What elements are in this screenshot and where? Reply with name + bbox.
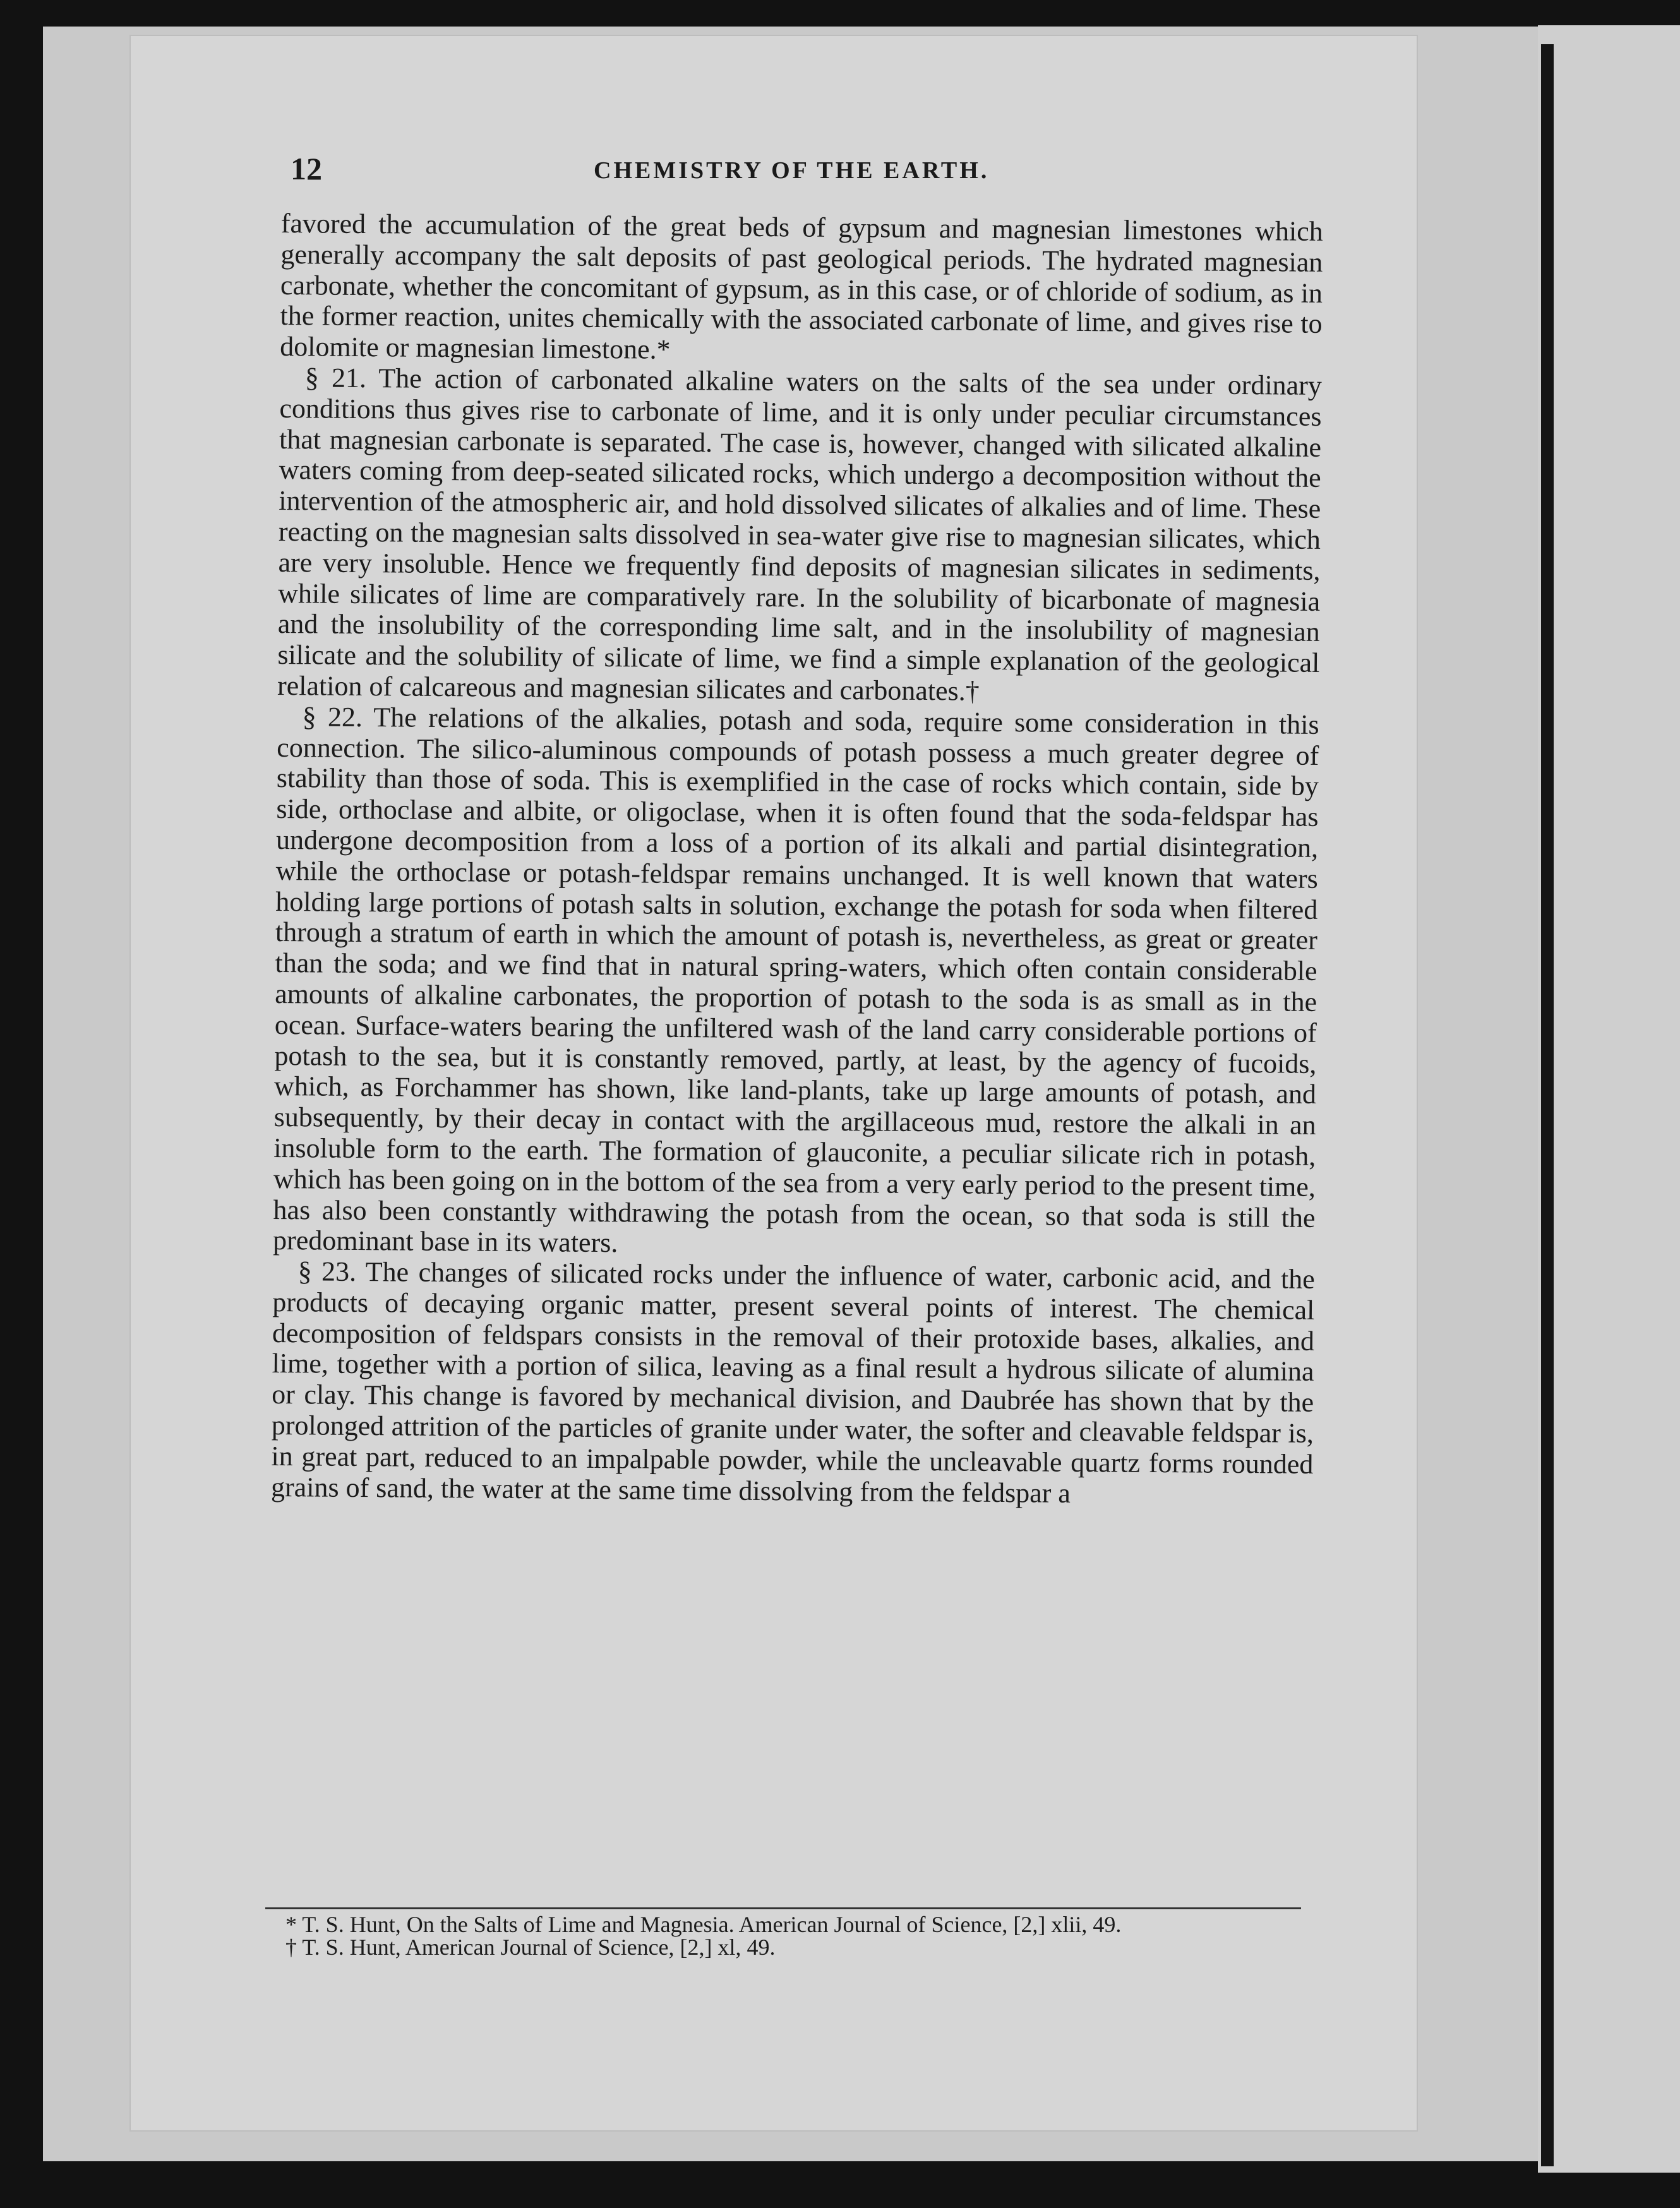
page-number: 12 [291,151,322,186]
footnote-2: † T. S. Hunt, American Journal of Science, [2,] xl, 49. [285,1935,776,1960]
footnote-rule [265,1907,1301,1909]
paragraph-continuation: favored the accumulation of the great beds of gypsum and magnesian limestones which generally accompany the salt deposits of past geological periods. The hydrated magnesian carbonate, whether the concomitant of gypsum, as in this case, or of chloride of sodium, as in the former reaction, unites chemically with the associated carbonate of lime, and gives rise to dolomite or magnesian limestone.* [280,208,1323,366]
paragraph-section-22: § 22. The relations of the alkalies, potash and soda, require some consideration in this connection. The silico-aluminous compounds of potash possess a much greater degree of stability than those of soda. This is exemplified in the case of rocks which contain, side by side, orthoclase and albite, or oligoclase, when it is often found that the soda-feldspar has undergone decomposition from a loss of a portion of its alkali and partial disintegration, while the orthoclase or potash-feldspar remains unchanged. It is well known that waters holding large portions of potash salts in solution, exchange the potash for soda when filtered through a stratum of earth in which the amount of potash is, nevertheless, as great or greater than the soda; and we find that in natural spring-waters, which often contain considerable amounts of alkaline carbonates, the proportion of potash to the soda is as small as in the ocean. Surface-waters bearing the unfiltered wash of the land carry considerable portions of potash to the sea, but it is constantly removed, partly, at least, by the agency of fucoids, which, as Forchammer has shown, like land-plants, take up large amounts of potash, and subsequently, by their decay in contact with the argillaceous mud, restore the alkali in an insoluble form to the earth. The formation of glauconite, a peculiar silicate rich in potash, which has been going on in the bottom of the sea from a very early period to the present time, has also been constantly withdrawing the potash from the ocean, so that soda is still the predominant base in its waters. [272,701,1319,1259]
body-text [268,208,1323,1909]
running-head: CHEMISTRY OF THE EARTH. [594,157,990,184]
page-header [291,150,1333,188]
facing-page-edge [1538,25,1680,2173]
footnotes [265,1907,1301,1959]
paragraph-section-21: § 21. The action of carbonated alkaline waters on the salts of the sea under ordinary conditions thus gives rise to carbonate of lime, and it is only under peculiar circumstances that magnesian carbonate is separated. The case is, however, changed with silicated alkaline waters coming from deep-seated silicated rocks, which undergo a decomposition without the intervention of the atmospheric air, and hold dissolved silicates of alkalies and of lime. These reacting on the magnesian salts dissolved in sea-water give rise to magnesian silicates, which are very insoluble. Hence we frequently find deposits of magnesian silicates in sediments, while silicates of lime are comparatively rare. In the solubility of bicarbonate of magnesia and the insolubility of the corresponding lime salt, and in the insolubility of magnesian silicate and the solubility of silicate of lime, we find a simple explanation of the geological relation of calcareous and magnesian silicates and carbonates.† [277,362,1323,707]
paragraph-section-23: § 23. The changes of silicated rocks under the influence of water, carbonic acid, and the products of decaying organic matter, present several points of interest. The chemical decomposition of feldspars consists in the removal of their protoxide bases, alkalies, and lime, together with a portion of silica, leaving as a final result a hydrous silicate of alumina or clay. This change is favored by mechanical division, and Daubrée has shown that by the prolonged attrition of the particles of granite under water, the softer and cleavable feldspar is, in great part, reduced to an impalpable powder, while the uncleavable quartz forms rounded grains of sand, the water at the same time dissolving from the feldspar a [270,1256,1315,1509]
page-gutter-shadow [1541,44,1554,2166]
footnote-1: * T. S. Hunt, On the Salts of Lime and Magnesia. American Journal of Science, [2,] xlii, 49. [285,1912,1122,1937]
